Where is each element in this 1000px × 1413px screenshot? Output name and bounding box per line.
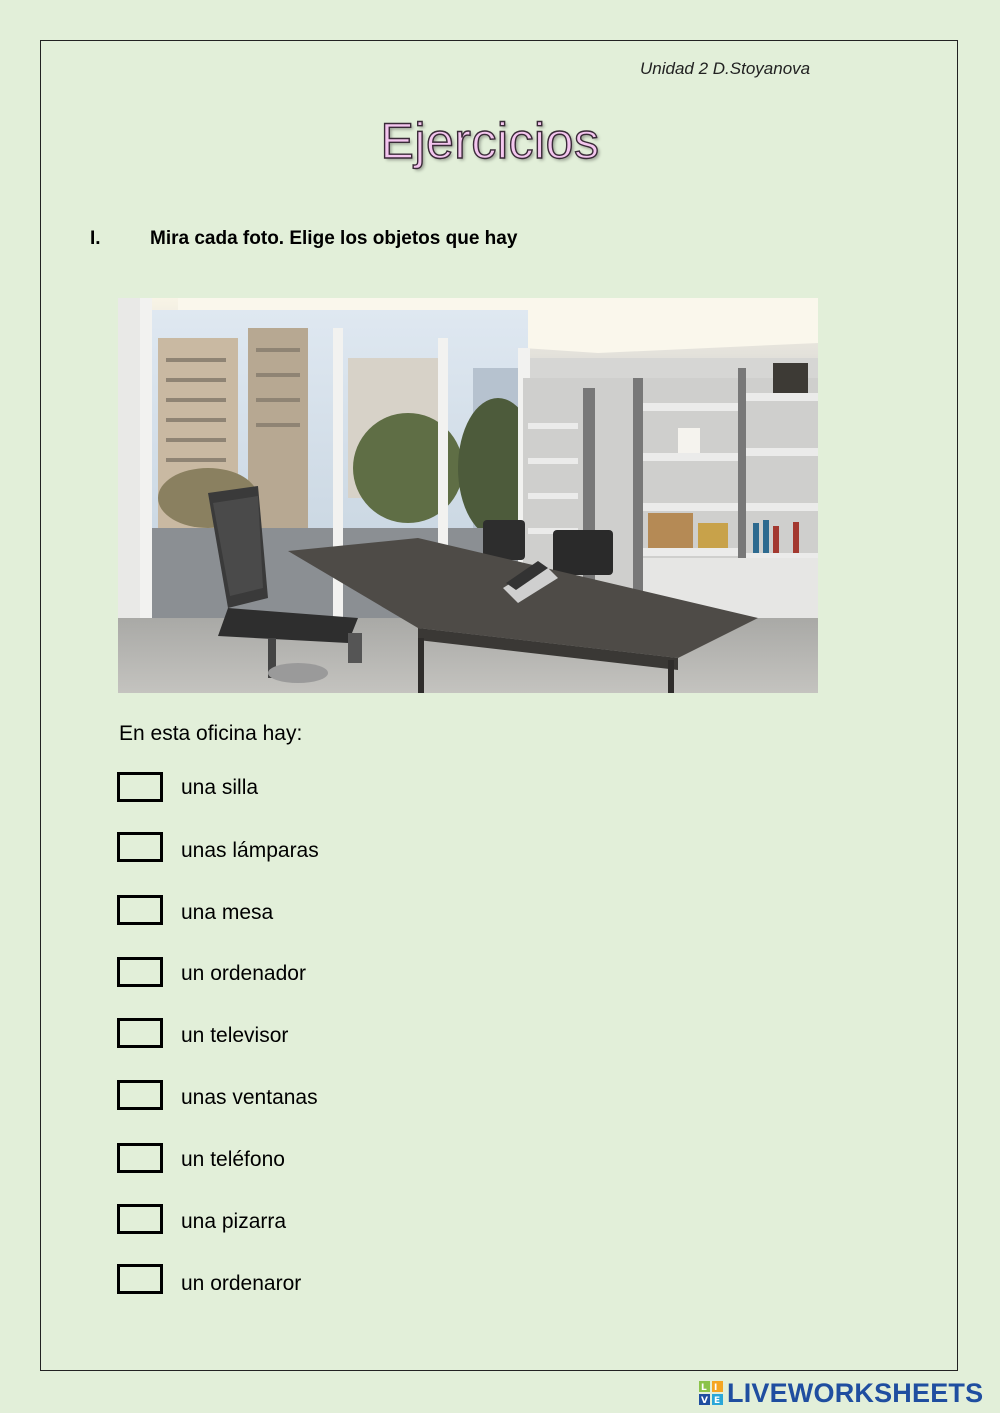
option-label: una pizarra (181, 1210, 287, 1233)
option-label: unas lámparas (181, 839, 319, 862)
svg-text:V: V (701, 1396, 708, 1406)
checkbox-una-mesa[interactable] (117, 895, 163, 925)
page-title: Ejercicios (380, 113, 600, 169)
checkbox-una-pizarra[interactable] (117, 1204, 163, 1234)
checkbox-un-televisor[interactable] (117, 1018, 163, 1048)
intro-text: En esta oficina hay: (119, 722, 303, 745)
liveworksheets-brand: LIVEWORKSHEETS (727, 1377, 984, 1408)
office-photo (118, 298, 818, 693)
liveworksheets-logo (698, 1378, 983, 1408)
checkbox-un-telefono[interactable] (117, 1143, 163, 1173)
option-label: un televisor (181, 1024, 289, 1047)
liveworksheets-logo-icon (698, 1380, 724, 1406)
option-label: un ordenaror (181, 1272, 302, 1295)
option-label: una silla (181, 776, 259, 799)
checkbox-un-ordenaror[interactable] (117, 1264, 163, 1294)
checkbox-un-ordenador[interactable] (117, 957, 163, 987)
svg-text:L: L (701, 1383, 707, 1393)
checkbox-unas-ventanas[interactable] (117, 1080, 163, 1110)
checkbox-unas-lamparas[interactable] (117, 832, 163, 862)
svg-text:I: I (714, 1383, 718, 1393)
unit-author-note: Unidad 2 D.Stoyanova (640, 59, 811, 78)
instruction-number: I. (90, 228, 101, 249)
svg-text:E: E (714, 1396, 721, 1406)
option-label: un teléfono (181, 1148, 285, 1171)
option-label: una mesa (181, 901, 274, 924)
option-label: unas ventanas (181, 1086, 318, 1109)
instruction-text: Mira cada foto. Elige los objetos que hay (150, 228, 518, 249)
checkbox-una-silla[interactable] (117, 772, 163, 802)
option-label: un ordenador (181, 962, 306, 985)
